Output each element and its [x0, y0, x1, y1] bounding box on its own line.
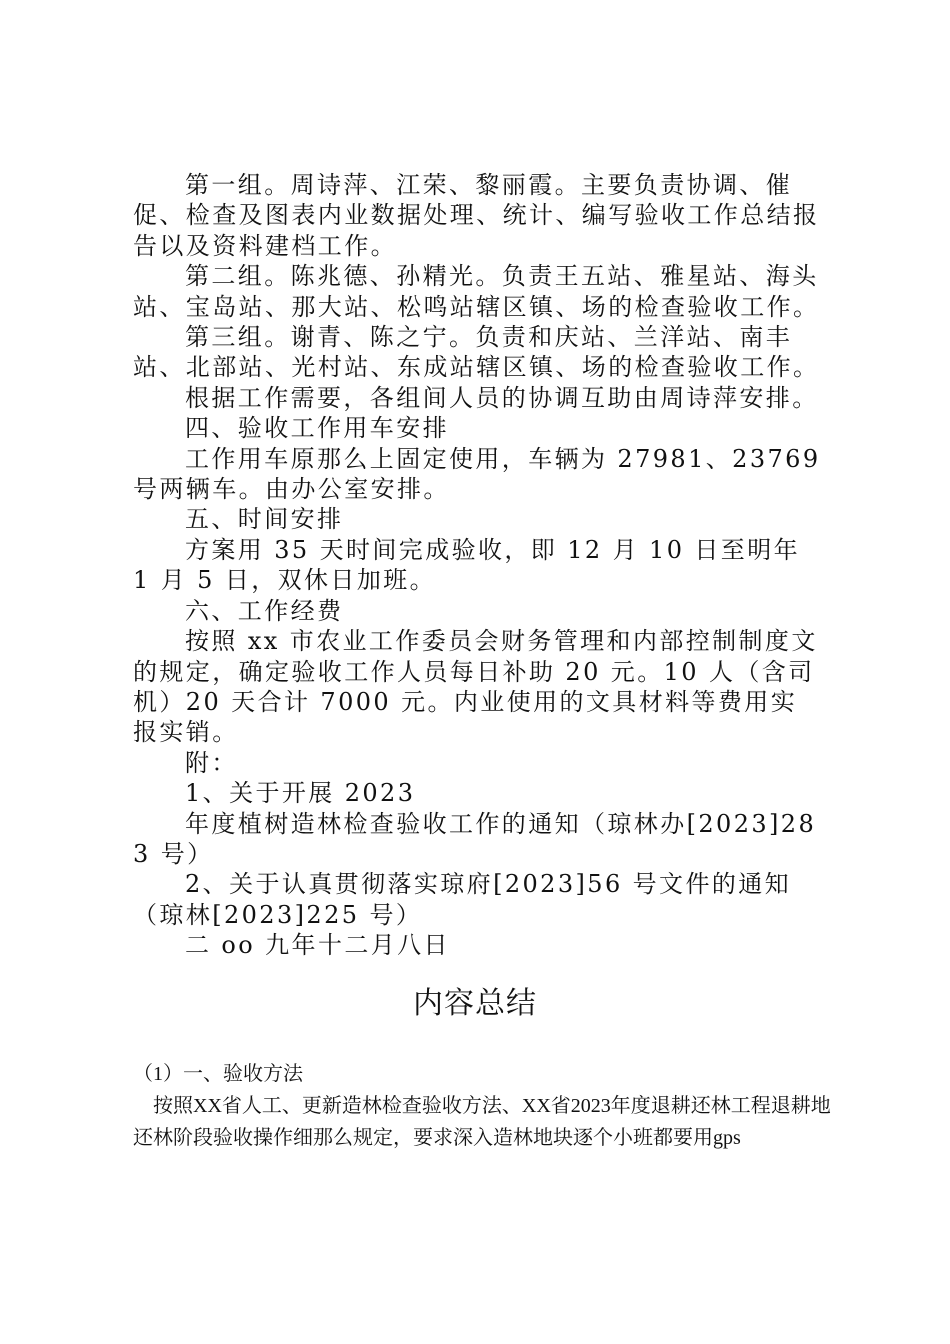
attachment-item-1-prefix: 1、关于开展 2023 — [185, 779, 416, 808]
paragraph-group-two: 第二组。陈兆德、孙精光。负责王五站、雅星站、海头站、宝岛站、那大站、松鸣站辖区镇、场的检查验收工作。 — [133, 262, 820, 321]
paragraph-group-one: 第一组。周诗萍、江荣、黎丽霞。主要负责协调、催促、检查及图表内业数据处理、统计、编写验收工作总结报告以及资料建档工作。 — [133, 171, 820, 260]
paragraph-schedule: 方案用 35 天时间完成验收，即 12 月 10 日至明年 1 月 5 日，双休日加班。 — [133, 535, 800, 595]
attachment-label: 附： — [185, 748, 238, 777]
paragraph-coordination: 根据工作需要，各组间人员的协调互助由周诗萍安排。 — [185, 383, 819, 412]
paragraph-vehicles: 工作用车原那么上固定使用，车辆为 27981、23769 号两辆车。由办公室安排。 — [133, 444, 821, 504]
attachment-item-2: 2、关于认真贯彻落实琼府[2023]56 号文件的通知（琼林[2023]225 号） — [133, 870, 792, 929]
document-body — [133, 170, 823, 961]
attachment-item-1: 年度植树造林检查验收工作的通知（琼林办[2023]283 号） — [133, 809, 817, 868]
heading-time-arrangement: 五、时间安排 — [185, 505, 344, 534]
heading-work-funds: 六、工作经费 — [185, 596, 344, 625]
document-date: 二 oo 九年十二月八日 — [185, 931, 450, 960]
summary-title: 内容总结 — [413, 986, 537, 1021]
summary-heading: （1）一、验收方法 — [133, 1063, 303, 1085]
heading-vehicle-arrangement: 四、验收工作用车安排 — [185, 414, 449, 443]
paragraph-funds: 按照 xx 市农业工作委员会财务管理和内部控制制度文的规定，确定验收工作人员每日补助 20 元。10 人（含司机）20 天合计 7000 元。内业使用的文具材料等费用实报实销。 — [133, 627, 818, 747]
paragraph-group-three: 第三组。谢青、陈之宁。负责和庆站、兰洋站、南丰站、北部站、光村站、东成站辖区镇、场的检查验收工作。 — [133, 323, 820, 382]
summary-paragraph: 按照XX省人工、更新造林检查验收方法、XX省2023年度退耕还林工程退耕地还林阶段验收操作细那么规定，要求深入造林地块逐个小班都要用gps — [133, 1095, 831, 1149]
summary-section — [133, 1058, 833, 1154]
